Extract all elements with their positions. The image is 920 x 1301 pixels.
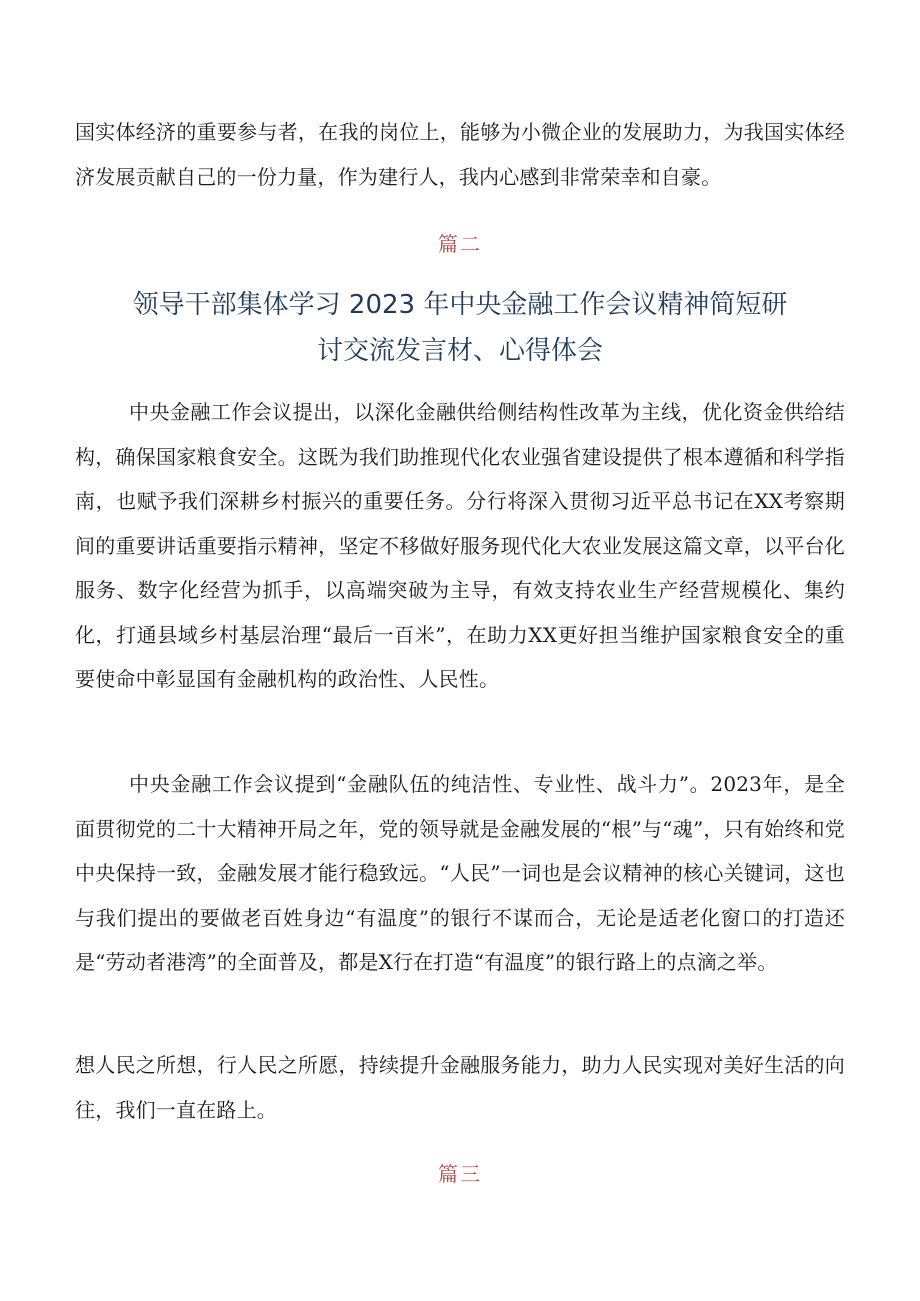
- article-title: [110, 282, 810, 374]
- section-two-label: 篇二: [438, 232, 482, 256]
- article-title-line-1: 领导干部集体学习 2023 年中央金融工作会议精神简短研: [132, 290, 788, 320]
- body-paragraph-3: 想人民之所想，行人民之所愿，持续提升金融服务能力，助力人民实现对美好生活的向往，我们一直在路上。: [75, 1053, 845, 1122]
- body-paragraph-1: 中央金融工作会议提出，以深化金融供给侧结构性改革为主线，优化资金供给结构，确保国家粮食安全。这既为我们助推现代化农业强省建设提供了根本遵循和科学指南，也赋予我们深耕乡村振兴的重要任务。分行将深入贯彻习近平总书记在XX考察期间的重要讲话重要指示精神，坚定不移做好服务现代化大农业发展这篇文章，以平台化服务、数字化经营为抓手，以高端突破为主导，有效支持农业生产经营规模化、集约化，打通县域乡村基层治理“最后一百米”，在助力XX更好担当维护国家粮食安全的重要使命中彰显国有金融机构的政治性、人民性。: [75, 400, 845, 691]
- section-three-label: 篇三: [438, 1162, 482, 1186]
- article-title-line-2: 讨交流发言材、心得体会: [316, 336, 603, 366]
- intro-paragraph: 国实体经济的重要参与者，在我的岗位上，能够为小微企业的发展助力，为我国实体经济发展贡献自己的一份力量，作为建行人，我内心感到非常荣幸和自豪。: [75, 120, 845, 189]
- body-paragraph-2: 中央金融工作会议提到“金融队伍的纯洁性、专业性、战斗力”。2023年，是全面贯彻党的二十大精神开局之年，党的领导就是金融发展的“根”与“魂”，只有始终和党中央保持一致，金融发展才能行稳致远。“人民”一词也是会议精神的核心关键词，这也与我们提出的要做老百姓身边“有温度”的银行不谋而合，无论是适老化窗口的打造还是“劳动者港湾”的全面普及，都是X行在打造“有温度”的银行路上的点滴之举。: [75, 772, 845, 974]
